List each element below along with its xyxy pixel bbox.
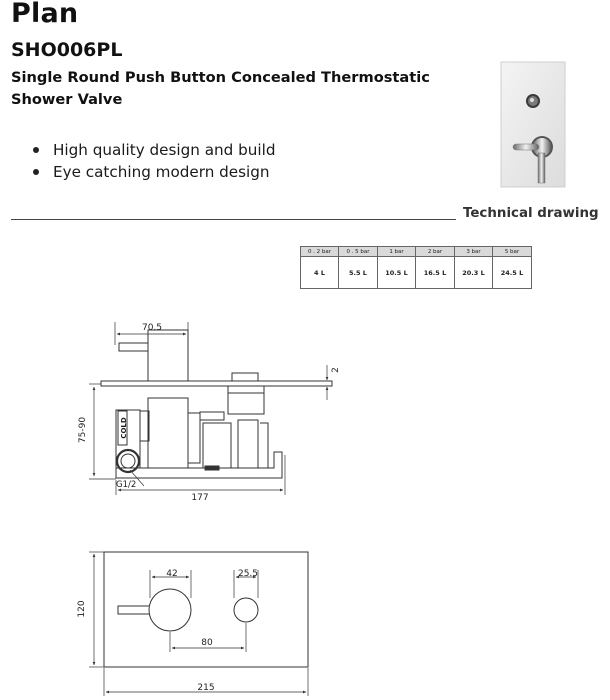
inlet-thread-label: G1/2 [116,480,137,490]
flow-rate-cell: 16.5 L [416,257,455,289]
pressure-cell: 3 bar [455,247,493,257]
flow-rate-cell: 5.5 L [339,257,378,289]
dim-plate-height: 120 [77,600,87,618]
dim-lever-diameter: 42 [166,569,178,579]
brand-name: Plan [11,0,79,29]
feature-item: Eye catching modern design [31,161,275,183]
product-code: SHO006PL [11,39,123,61]
flow-rate-cell: 20.3 L [455,257,493,289]
dim-plate-thickness: 2 [331,367,341,373]
dim-button-diameter: 25.5 [237,569,259,579]
product-title: Single Round Push Button Concealed Thermostatic Shower Valve [11,69,430,108]
dim-plate-width: 215 [197,683,215,693]
flow-rate-cell: 4 L [301,257,339,289]
pressure-cell: 0 . 2 bar [301,247,339,257]
technical-drawing-heading: Technical drawing [463,206,599,221]
dim-centre-spacing: 80 [201,638,213,648]
pressure-cell: 1 bar [378,247,416,257]
pressure-cell: 2 bar [416,247,455,257]
feature-item: High quality design and build [31,139,275,161]
dim-body-width: 177 [191,493,209,503]
flow-rate-cell: 24.5 L [493,257,532,289]
dim-install-depth: 75-90 [78,416,88,444]
front-view-drawing [89,552,308,696]
cold-inlet-label: COLD [120,417,128,439]
side-view-drawing [89,322,332,495]
flow-rate-cell: 10.5 L [378,257,416,289]
pressure-cell: 0 . 5 bar [339,247,378,257]
dim-lever-depth: 70.5 [141,323,163,333]
pressure-cell: 5 bar [493,247,532,257]
